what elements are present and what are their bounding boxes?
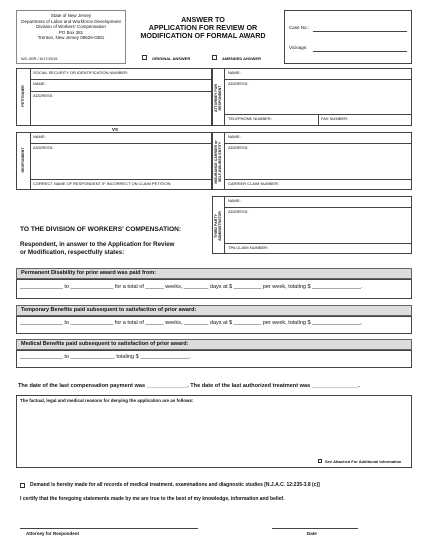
attorney-side-label — [214, 74, 222, 122]
medical-heading: Medical Benefits paid subsequent to satisfaction of prior award: — [16, 339, 412, 350]
attorney-side-line: RESPONDENT — [218, 85, 222, 111]
agency-address — [17, 11, 125, 41]
carrier-side-line: SELF-INSURED ENTITY — [218, 141, 222, 183]
carrier-side-label — [214, 134, 222, 190]
to-division-line: TO THE DIVISION OF WORKERS' COMPENSATION: — [20, 226, 182, 233]
attorney-signature-label: Attorney for Respondent — [26, 531, 80, 536]
form-title — [128, 16, 278, 40]
title-line: MODIFICATION OF FORMAL AWARD — [140, 31, 266, 40]
divider — [224, 143, 412, 144]
date-signature-line[interactable] — [272, 528, 358, 529]
vicinage-field[interactable] — [313, 51, 407, 52]
divider — [224, 243, 412, 244]
agency-block — [16, 10, 126, 64]
respondent-statement — [20, 241, 174, 257]
agency-line: PO Box 381 — [58, 29, 84, 35]
attorney-side-line: ATTORNEY FOR — [214, 84, 218, 112]
agency-line: Department of Labor and Workforce Development — [21, 18, 121, 24]
certify-text: I certify that the foregoing statements made by me are true to the best of my knowledge, information and belief. — [20, 496, 285, 502]
last-dates-line[interactable]: The date of the last compensation payment was _____________. The date of the last authorized treatment was _______________. — [18, 383, 360, 389]
divider — [30, 179, 212, 180]
correct-name-label[interactable]: CORRECT NAME OF RESPONDENT IF INCORRECT ON CLAIM PETITION: — [33, 181, 172, 186]
agency-line: Trenton, New Jersey 08625-0381 — [37, 35, 105, 40]
permanent-line[interactable]: ______________ to ______________ for a total of ______ weeks, ________ days at $ _________ per week, totaling $ ________________. — [20, 284, 363, 290]
permanent-heading: Permanent Disability for prior award was paid from: — [16, 268, 412, 279]
carrier-address-label[interactable]: ADDRESS: — [228, 145, 249, 150]
form-number: WC-30R / 6/17/2015 — [21, 56, 58, 61]
medical-line[interactable]: ______________ to ______________, totaling $ ________________. — [20, 354, 191, 360]
agency-line: Division of Workers' Compensation — [36, 24, 106, 29]
petitioner-side-label: PETITIONER — [21, 85, 25, 107]
date-label: Date — [307, 531, 317, 536]
divider — [30, 132, 31, 190]
petitioner-name-label[interactable]: NAME: — [33, 81, 46, 86]
original-answer-checkbox[interactable] — [142, 55, 147, 60]
temporary-line[interactable]: ______________ to ______________ for a total of ______ weeks, ________ days at $ _________ per week, totaling $ ________________. — [20, 320, 363, 326]
divider — [224, 68, 225, 126]
attorney-address-label[interactable]: ADDRESS: — [228, 81, 249, 86]
divider — [224, 196, 225, 254]
vs-label: VS — [112, 127, 119, 132]
divider — [30, 79, 212, 80]
temporary-heading: Temporary Benefits paid subsequent to satisfaction of prior award: — [16, 305, 412, 316]
petitioner-address-label[interactable]: ADDRESS: — [33, 93, 54, 98]
attorney-name-label[interactable]: NAME: — [228, 70, 241, 75]
original-answer-label: ORIGINAL ANSWER — [152, 56, 191, 61]
see-attached-label: See Attached For Additional Information — [325, 459, 402, 464]
third-party-address-label[interactable]: ADDRESS: — [228, 209, 249, 214]
case-no-field[interactable] — [313, 31, 407, 32]
attorney-signature-line[interactable] — [20, 528, 198, 529]
see-attached-checkbox[interactable] — [318, 459, 322, 463]
case-info-box — [284, 10, 412, 64]
title-line: APPLICATION FOR REVIEW OR — [148, 23, 258, 32]
ssn-label: SOCIAL SECURITY OR IDENTIFICATION NUMBER: — [33, 70, 129, 75]
respondent-address-label[interactable]: ADDRESS: — [33, 145, 54, 150]
amended-answer-label: AMENDED ANSWER — [222, 56, 261, 61]
case-no-label: Case No.: — [289, 25, 310, 30]
divider — [224, 207, 412, 208]
divider — [30, 68, 31, 126]
amended-answer-checkbox[interactable] — [212, 55, 217, 60]
demand-text: Demand is hereby made for all records of medical treatment, examinations and diagnostic studies [N.J.A.C. 12:235-3.8 (c)] — [30, 482, 320, 488]
respondent-side-label: RESPONDENT — [21, 147, 25, 173]
third-party-side-line: ADMINISTRATOR — [218, 211, 222, 241]
carrier-claim-label[interactable]: CARRIER CLAIM NUMBER: — [228, 181, 279, 186]
third-party-name-label[interactable]: NAME: — [228, 198, 241, 203]
telephone-label[interactable]: TELEPHONE NUMBER: — [228, 116, 272, 121]
respondent-statement-line: or Modification, respectfully states: — [20, 249, 125, 256]
divider — [224, 179, 412, 180]
carrier-side-line: INSURANCE CARRIER or — [214, 140, 218, 184]
divider — [30, 91, 212, 92]
divider — [318, 114, 319, 126]
divider — [30, 143, 212, 144]
agency-line: State of New Jersey — [50, 13, 92, 18]
tpa-claim-label[interactable]: TPA CLAIM NUMBER: — [228, 245, 269, 250]
vicinage-label: Vicinage: — [289, 45, 308, 50]
third-party-side-label — [214, 204, 222, 248]
divider — [224, 132, 225, 190]
fax-label[interactable]: FAX NUMBER: — [321, 116, 349, 121]
demand-checkbox[interactable] — [20, 483, 25, 488]
respondent-name-label[interactable]: NAME: — [33, 134, 46, 139]
respondent-statement-line: Respondent, in answer to the Application for Review — [20, 241, 175, 248]
carrier-name-label[interactable]: NAME: — [228, 134, 241, 139]
reasons-label: The factual, legal and medical reasons for denying the application are as follows: — [20, 398, 194, 403]
divider — [224, 79, 412, 80]
reasons-box[interactable] — [16, 395, 412, 468]
title-line: ANSWER TO — [181, 15, 225, 24]
third-party-side-line: THIRD PARTY — [214, 214, 218, 238]
